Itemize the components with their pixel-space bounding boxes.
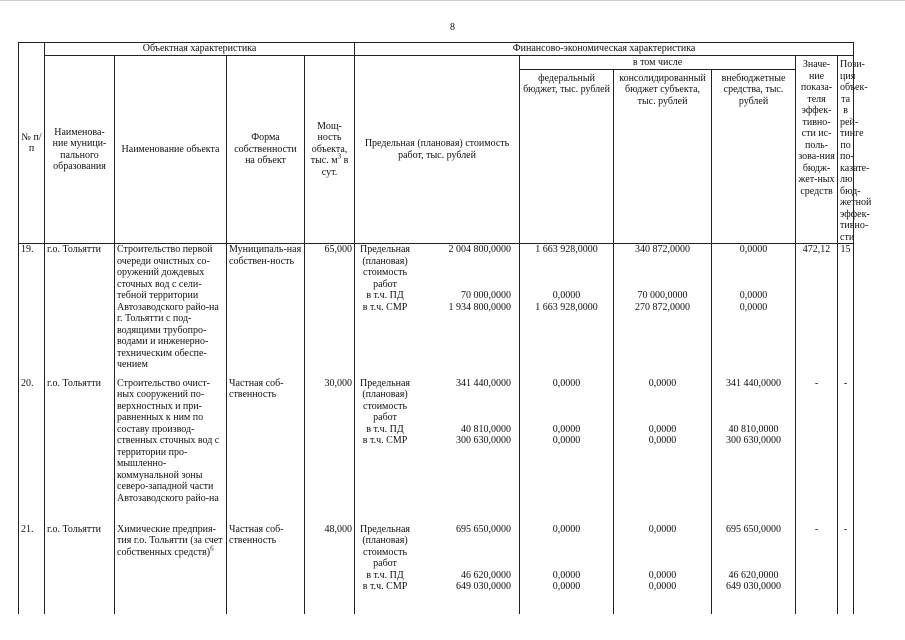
label-cost-line: работ — [373, 412, 397, 423]
label-smr: в т.ч. СМР — [362, 581, 408, 592]
value-smr: 1 663 928,0000 — [535, 301, 598, 313]
row-consolidated-cell — [614, 244, 712, 378]
value-pd: 0,0000 — [552, 569, 581, 581]
row-object-name: Химические предприя-тия г.о. Тольятти (за счет собственных средств)$^6$ — [115, 524, 227, 614]
value-smr: 0,0000 — [648, 581, 677, 592]
value-pd: 46 620,0000 — [728, 569, 779, 581]
row-extrabudgetary-cell — [712, 378, 796, 524]
table-row — [19, 524, 854, 614]
row-extrabudgetary-cell — [712, 244, 796, 378]
value-pd: 46 620,0000 — [461, 569, 512, 581]
table-row — [19, 244, 854, 378]
col-header-rating-position: Пози-ция объек-та в рей-тинге по по-казате-лю бюд-жетной эффек-тивно-сти — [838, 56, 854, 244]
row-capacity: 48,000 — [305, 524, 355, 614]
label-pd: в т.ч. ПД — [366, 569, 404, 581]
table-row — [19, 378, 854, 524]
row-object-name: Строительство первой очереди очистных со-оружений дождевых сточных вод с сели-тебной территории Автозаводского райо-на г. Тольятти с под-водящими трубопро-водами и инженерно-техническим обеспе-чением — [115, 244, 227, 378]
row-efficiency: - — [796, 378, 838, 524]
label-cost-line: стоимость — [363, 400, 408, 412]
value-total: 0,0000 — [739, 244, 768, 255]
row-cost-cell — [355, 524, 520, 614]
value-pd: 0,0000 — [648, 423, 677, 435]
col-header-cost: Предельная (плановая) стоимость работ, тыс. рублей — [355, 56, 520, 244]
row-efficiency: - — [796, 524, 838, 614]
row-federal-cell — [520, 378, 614, 524]
value-smr: 0,0000 — [552, 435, 581, 446]
row-federal-cell — [520, 524, 614, 614]
row-capacity: 30,000 — [305, 378, 355, 524]
header-financial-characteristic: Финансово-экономическая характеристика — [355, 43, 854, 56]
value-total: 695 650,0000 — [726, 523, 782, 535]
value-total: 341 440,0000 — [726, 377, 782, 389]
value-pd: 70 000,0000 — [461, 290, 512, 301]
label-cost-line: Предельная — [360, 244, 411, 255]
col-header-object-name: Наименование объекта — [115, 56, 227, 244]
row-ownership: Частная соб-ственность — [227, 378, 305, 524]
col-header-extrabudgetary: внебюджетные средства, тыс. рублей — [712, 69, 796, 243]
col-header-efficiency: Значе-ние показа-теля эффек-тивно-сти ис-поль-зова-ния бюдж-жет-ных средств — [796, 56, 838, 244]
label-cost-line: работ — [373, 278, 397, 290]
value-total: 0,0000 — [552, 377, 581, 389]
row-number: 19. — [19, 244, 45, 378]
label-cost-line: стоимость — [363, 267, 408, 278]
row-federal-cell — [520, 244, 614, 378]
label-cost-line: (плановая) — [362, 535, 408, 546]
col-header-consolidated: консолидированный бюджет субъекта, тыс. рублей — [614, 69, 712, 243]
objects-table — [18, 42, 872, 614]
value-smr: 649 030,0000 — [456, 581, 512, 592]
value-pd: 0,0000 — [739, 290, 768, 301]
value-smr: 0,0000 — [648, 435, 677, 446]
value-total: 1 663 928,0000 — [535, 244, 598, 255]
value-total: 341 440,0000 — [456, 377, 512, 389]
label-smr: в т.ч. СМР — [362, 435, 408, 446]
value-total: 0,0000 — [648, 523, 677, 535]
col-header-municipality: Наименова-ние муници-пального образования — [45, 56, 115, 244]
label-cost-line: Предельная — [360, 377, 411, 389]
row-ownership: Частная соб-ственность — [227, 524, 305, 614]
value-smr: 1 934 800,0000 — [448, 301, 512, 313]
row-rating-position: - — [838, 378, 854, 524]
row-number: 20. — [19, 378, 45, 524]
value-pd: 0,0000 — [552, 290, 581, 301]
row-rating-position: 15 — [838, 244, 854, 378]
value-total: 695 650,0000 — [456, 523, 512, 535]
row-ownership: Муниципаль-ная собствен-ность — [227, 244, 305, 378]
row-municipality: г.о. Тольятти — [45, 378, 115, 524]
row-efficiency: 472,12 — [796, 244, 838, 378]
col-header-federal: федеральный бюджет, тыс. рублей — [520, 69, 614, 243]
row-capacity: 65,000 — [305, 244, 355, 378]
row-municipality: г.о. Тольятти — [45, 524, 115, 614]
header-including: в том числе — [520, 56, 796, 70]
col-header-capacity: Мощ-ность объекта, тыс. $м^3$ в сут. — [305, 56, 355, 244]
row-cost-cell — [355, 244, 520, 378]
value-pd: 0,0000 — [648, 569, 677, 581]
top-edge-line — [0, 0, 905, 1]
col-header-ownership: Форма собственности на объект — [227, 56, 305, 244]
row-extrabudgetary-cell — [712, 524, 796, 614]
label-cost-line: стоимость — [363, 546, 408, 558]
value-smr: 270 872,0000 — [635, 301, 691, 313]
value-pd: 40 810,0000 — [461, 423, 512, 435]
label-pd: в т.ч. ПД — [366, 423, 404, 435]
value-total: 340 872,0000 — [635, 244, 691, 255]
label-pd: в т.ч. ПД — [366, 290, 404, 301]
col-header-num: № п/п — [19, 43, 45, 244]
value-smr: 0,0000 — [552, 581, 581, 592]
label-cost-line: (плановая) — [362, 389, 408, 400]
value-smr: 300 630,0000 — [726, 435, 782, 446]
row-municipality: г.о. Тольятти — [45, 244, 115, 378]
header-object-characteristic: Объектная характеристика — [45, 43, 355, 56]
label-cost-line: (плановая) — [362, 255, 408, 267]
value-total: 2 004 800,0000 — [448, 244, 512, 255]
value-smr: 300 630,0000 — [456, 435, 512, 446]
value-smr: 649 030,0000 — [726, 581, 782, 592]
value-total: 0,0000 — [648, 377, 677, 389]
label-cost-line: работ — [373, 558, 397, 569]
row-rating-position: - — [838, 524, 854, 614]
row-consolidated-cell — [614, 378, 712, 524]
page-number: 8 — [450, 22, 455, 33]
label-cost-line: Предельная — [360, 523, 411, 535]
value-pd: 70 000,0000 — [637, 290, 688, 301]
value-total: 0,0000 — [552, 523, 581, 535]
row-number: 21. — [19, 524, 45, 614]
row-cost-cell — [355, 378, 520, 524]
value-pd: 40 810,0000 — [728, 423, 779, 435]
row-consolidated-cell — [614, 524, 712, 614]
value-smr: 0,0000 — [739, 301, 768, 313]
value-pd: 0,0000 — [552, 423, 581, 435]
row-object-name: Строительство очист-ных сооружений по-верхностных и при-равненных к ним по составу производ-ственных сточных вод с территории про-мышленно-коммунальной зоны северо-западной части Автозаводского райо-на — [115, 378, 227, 524]
label-smr: в т.ч. СМР — [362, 301, 408, 313]
